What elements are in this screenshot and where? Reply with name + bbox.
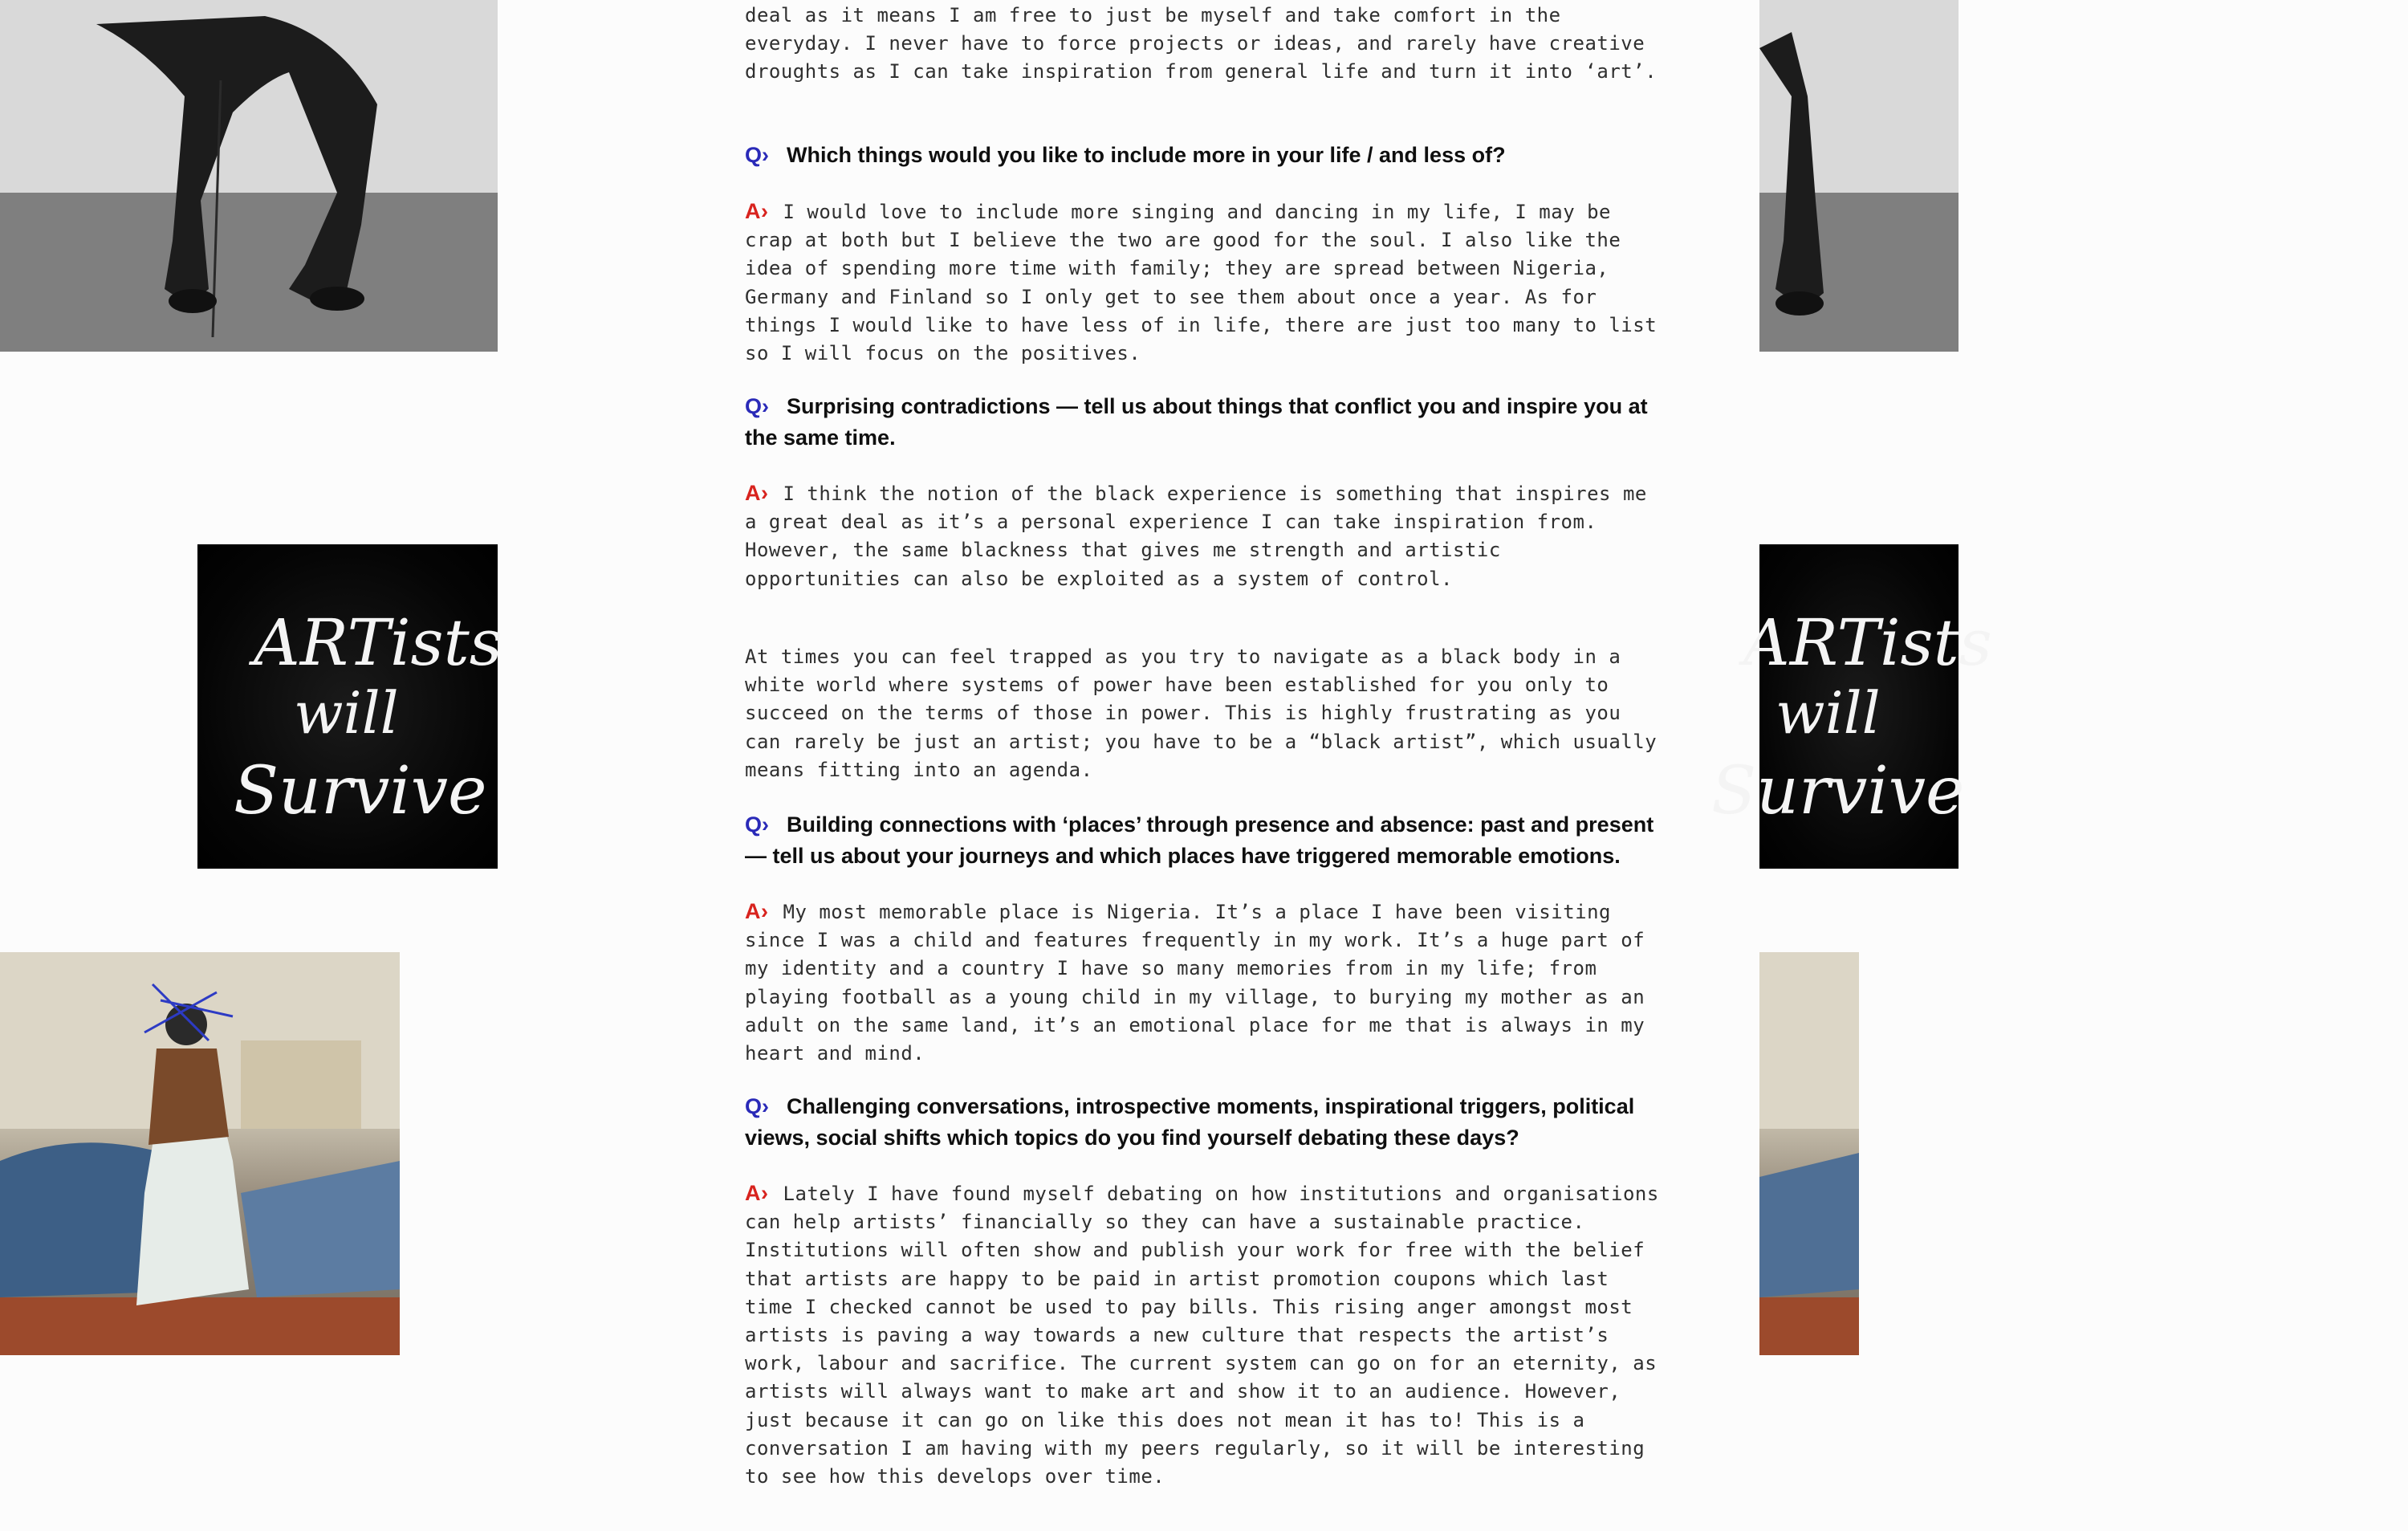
question-2: Q› Surprising contradictions — tell us about things that conflict you and inspire you at the same time. bbox=[745, 394, 1648, 450]
svg-text:Survive: Survive bbox=[1711, 753, 1965, 829]
answer-2-continued: At times you can feel trapped as you try to navigate as a black body in a white world where systems of power have been established for you only to succeed on the terms of those in power. This is highly frustrating as you can rarely be just an artist; you have to be a “black artist”, which usually means fitting into an agenda. bbox=[745, 645, 1658, 781]
neon-sign-artwork-right bbox=[1711, 544, 1992, 869]
intro-paragraph: deal as it means I am free to just be myself and take comfort in the everyday. I never have to force projects or ideas, and rarely have creative droughts as I can take inspiration from general life and turn it into ‘art’. bbox=[745, 4, 1658, 83]
neon-sign-artwork-left bbox=[197, 544, 502, 869]
answer-marker: A› bbox=[745, 1181, 769, 1205]
neon-line-artists: ARTists bbox=[254, 605, 502, 680]
answer-3: A› My most memorable place is Nigeria. It’s a place I have been visiting since I was a child and features frequently in my work. It’s a huge part of my identity and a country I have so many memories from in my life; from playing football as a young child in my village, to burying my mother as an adult on the same land, it’s an emotional place for me that is always in my heart and mind. bbox=[745, 899, 1645, 1065]
car-portrait-photo-left bbox=[0, 952, 400, 1355]
question-marker: Q› bbox=[745, 1094, 769, 1118]
question-1: Q› Which things would you like to include more in your life / and less of? bbox=[745, 143, 1506, 167]
question-marker: Q› bbox=[745, 812, 769, 837]
neon-line-survive: Survive bbox=[234, 753, 487, 829]
seated-man-photo-left bbox=[0, 0, 498, 352]
svg-text:will: will bbox=[1775, 679, 1881, 747]
seated-man-photo-right bbox=[1759, 0, 1959, 352]
question-marker: Q› bbox=[745, 143, 769, 167]
question-3: Q› Building connections with ‘places’ through presence and absence: past and present — tell us about your journeys and which places have triggered memorable emotions. bbox=[745, 812, 1654, 868]
answer-marker: A› bbox=[745, 899, 769, 923]
answer-4: A› Lately I have found myself debating on how institutions and organisations can help artists’ financially so they can have a sustainable practice. Institutions will often show and publish your work for free with the belief that artists are happy to be paid in artist promotion coupons which last time I checked cannot be used to pay bills. This rising anger amongst most artists is paving a way towards a new culture that respects the artist’s work, labour and sacrifice. The current system can go on for an eternity, as artists will always want to make art and show it to an audience. However, just because it can go on like this does not mean it has to! This is a conversation I am having with my peers regularly, so it will be interesting to see how this develops over time. bbox=[745, 1181, 1659, 1488]
answer-marker: A› bbox=[745, 481, 769, 505]
answer-2: A› I think the notion of the black experience is something that inspires me a great deal as it’s a personal experience I can take inspiration from. However, the same blackness that gives me strength and artistic opportunities can also be exploited as a system of control. bbox=[745, 481, 1647, 590]
answer-marker: A› bbox=[745, 199, 769, 223]
answer-1: A› I would love to include more singing and dancing in my life, I may be crap at both but I believe the two are good for the soul. I also like the idea of spending more time with family; they are spread between Nigeria, Germany and Finland so I only get to see them about once a year. As for things I would like to have less of in life, there are just too many to list so I will focus on the positives. bbox=[745, 199, 1658, 365]
question-marker: Q› bbox=[745, 394, 769, 418]
neon-line-will: will bbox=[294, 679, 399, 747]
car-portrait-photo-right bbox=[1759, 952, 1859, 1355]
question-4: Q› Challenging conversations, introspective moments, inspirational triggers, political views, social shifts which topics do you find yourself debating these days? bbox=[745, 1094, 1635, 1150]
svg-text:ARTists: ARTists bbox=[1743, 605, 1992, 680]
